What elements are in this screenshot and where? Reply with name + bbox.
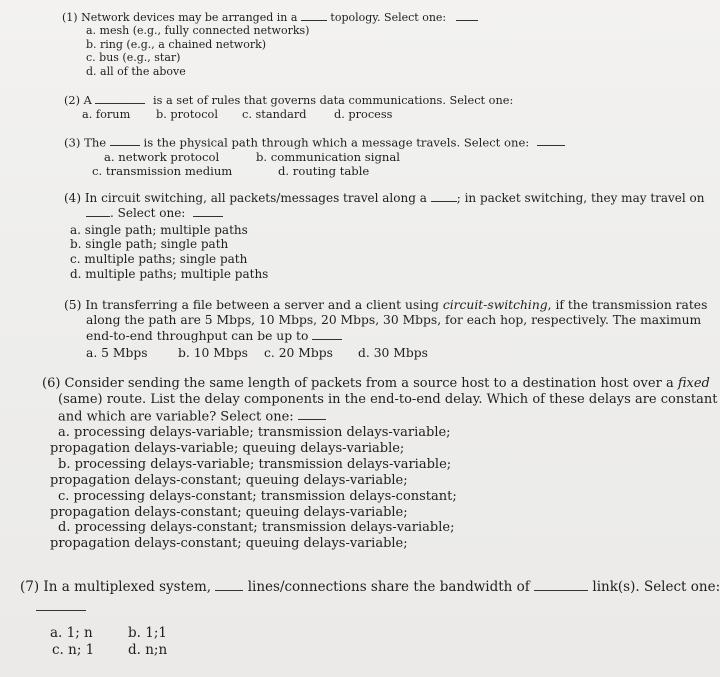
option-b-cont: propagation delays-constant; queuing delays-variable;	[50, 472, 408, 488]
question-2-text-b: is a set of rules that governs data communications. Select one:	[152, 94, 514, 108]
question-5-text-b: , if the transmission rates	[547, 298, 708, 312]
question-2-text-a: (2) A	[64, 94, 92, 108]
question-6-line-1	[42, 376, 717, 392]
answer-blank	[193, 205, 223, 217]
option-b: b. 1;1	[128, 625, 167, 642]
option-d-cont: propagation delays-constant; queuing delays-variable;	[50, 536, 408, 552]
question-1-text-a: (1) Network devices may be arranged in a	[62, 10, 298, 24]
question-6-text-b: and which are variable? Select one:	[58, 409, 294, 425]
question-6-line-2: (same) route. List the delay components in the end-to-end delay. Which of these delays are constant	[58, 391, 718, 407]
question-4-text-c: . Select one:	[110, 206, 186, 221]
answer-blank	[534, 578, 588, 591]
question-3-options-row-2	[64, 164, 565, 178]
answer-blank	[86, 205, 110, 217]
question-3-text-a: (3) The	[64, 135, 107, 150]
question-2	[64, 93, 513, 122]
question-6-line-3	[42, 408, 717, 426]
option-c: c. multiple paths; single path	[70, 252, 248, 267]
option-a: a. forum	[82, 107, 131, 121]
option-c: c. bus (e.g., star)	[86, 51, 181, 65]
option-c: c. processing delays-constant; transmission delays-constant;	[58, 488, 457, 504]
question-4	[64, 190, 705, 281]
question-5-line-3	[64, 328, 707, 344]
option-c: c. standard	[242, 107, 307, 121]
question-1-text-b: topology. Select one:	[330, 10, 447, 24]
question-4-stem-line-1	[64, 190, 705, 205]
answer-blank	[312, 328, 342, 340]
question-3	[64, 135, 565, 178]
question-7-stem	[20, 578, 720, 596]
question-1	[62, 10, 478, 78]
answer-blank	[298, 408, 326, 421]
question-7-line-2	[20, 598, 720, 616]
question-4-text-a: (4) In circuit switching, all packets/messages travel along a	[64, 190, 427, 205]
question-4-stem-line-2	[64, 205, 705, 220]
answer-blank	[537, 135, 565, 146]
question-5	[64, 298, 707, 361]
answer-blank	[215, 578, 243, 591]
question-2-stem	[64, 93, 513, 108]
answer-blank	[36, 598, 86, 611]
question-6-text-a: (6) Consider sending the same length of packets from a source host to a destination host over a	[42, 376, 674, 391]
option-b: b. 10 Mbps	[178, 346, 248, 361]
answer-blank	[456, 10, 478, 21]
question-4-text-b: ; in packet switching, they may travel on	[456, 190, 705, 205]
option-d: d. n;n	[128, 641, 168, 658]
question-7-options-row-2	[20, 642, 720, 658]
question-5-text-c: end-to-end throughput can be up to	[86, 329, 309, 344]
option-a: a. single path; multiple paths	[70, 222, 248, 237]
option-c: c. transmission medium	[92, 163, 233, 178]
question-5-text-a: (5) In transferring a file between a server and a client using	[64, 298, 439, 312]
option-d: d. 30 Mbps	[358, 346, 428, 361]
question-3-options-row-1	[64, 150, 565, 164]
question-5-emphasis: circuit-switching	[442, 298, 548, 312]
option-d: d. all of the above	[86, 64, 186, 78]
option-d: d. routing table	[278, 163, 370, 178]
option-d: d. processing delays-constant; transmission delays-variable;	[58, 520, 455, 536]
option-a: a. mesh (e.g., fully connected networks)	[86, 24, 310, 38]
question-7-text-b: lines/connections share the bandwidth of	[247, 579, 530, 596]
option-b: b. ring (e.g., a chained network)	[86, 37, 267, 51]
question-5-line-1	[64, 298, 707, 313]
option-c-cont: propagation delays-constant; queuing delays-variable;	[50, 504, 408, 520]
option-d: d. process	[334, 107, 393, 121]
answer-blank	[110, 135, 140, 146]
option-a: a. processing delays-variable; transmission delays-variable;	[58, 425, 451, 441]
option-a: a. 5 Mbps	[86, 346, 148, 361]
option-a-cont: propagation delays-variable; queuing delays-variable;	[50, 441, 405, 457]
question-3-stem	[64, 135, 565, 150]
option-b: b. protocol	[156, 107, 218, 121]
option-b: b. single path; single path	[70, 237, 229, 252]
question-1-stem	[62, 10, 478, 24]
option-a: a. 1; n	[50, 625, 93, 642]
question-6	[42, 376, 717, 552]
answer-blank	[431, 190, 457, 202]
question-2-options	[64, 108, 513, 122]
answer-blank	[95, 93, 145, 104]
option-a: a. network protocol	[104, 149, 220, 164]
option-c: c. n; 1	[52, 641, 95, 658]
option-b: b. processing delays-variable; transmission delays-variable;	[58, 456, 452, 472]
question-5-options	[64, 346, 707, 361]
option-b: b. communication signal	[256, 149, 400, 164]
question-6-emphasis: fixed	[677, 376, 710, 391]
question-3-text-b: is the physical path through which a message travels. Select one:	[143, 135, 530, 150]
option-d: d. multiple paths; multiple paths	[70, 266, 269, 281]
answer-blank	[301, 10, 327, 21]
question-7-text-a: (7) In a multiplexed system,	[20, 579, 212, 596]
question-7-text-c: link(s). Select one:	[592, 579, 720, 596]
question-5-line-2: along the path are 5 Mbps, 10 Mbps, 20 Mbps, 30 Mbps, for each hop, respectively. The maximum	[86, 313, 702, 327]
question-7-options-row-1	[20, 625, 720, 641]
question-7	[20, 578, 720, 658]
option-c: c. 20 Mbps	[264, 346, 333, 361]
